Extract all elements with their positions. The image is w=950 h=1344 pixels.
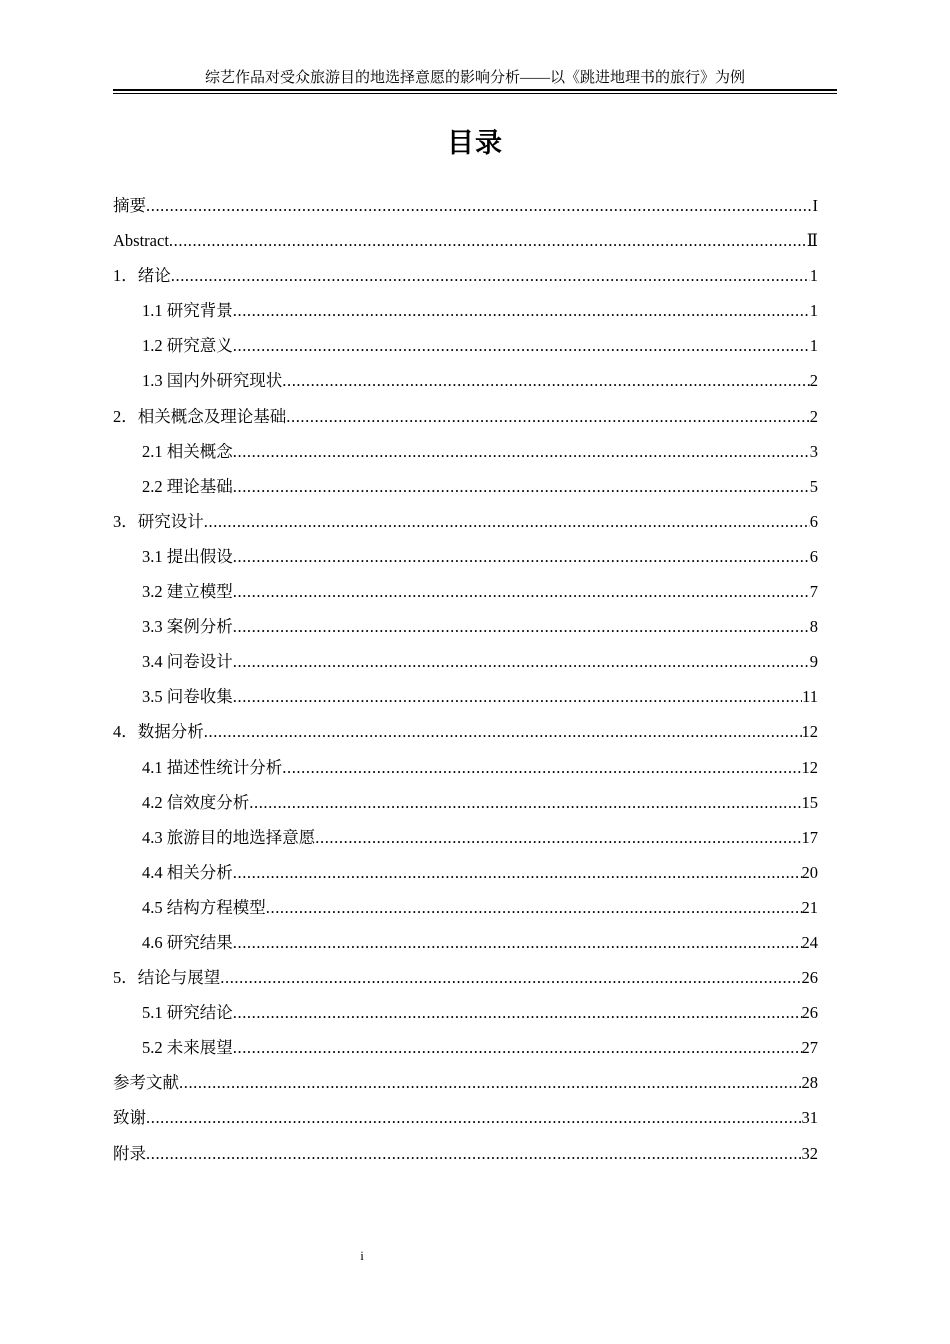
toc-dot-leader [204,714,802,749]
header-rule-thick [113,89,837,91]
toc-dot-leader [233,925,802,960]
toc-entry-label: Abstract [113,231,169,251]
toc-entry-page-number: 15 [801,792,818,812]
toc-dot-leader [249,785,801,820]
header-rule-thin [113,93,837,94]
toc-entry-label: 5．结论与展望 [113,968,221,988]
toc-entry-label: 5.1 研究结论 [142,1003,233,1023]
toc-entry-page-number: 17 [801,827,818,847]
toc-entry[interactable] [113,1100,818,1135]
toc-entry-page-number: Ⅱ [806,231,818,251]
toc-entry-label: 3.1 提出假设 [142,546,233,566]
toc-entry[interactable] [113,223,818,258]
toc-entry[interactable] [113,890,818,925]
toc-entry-page-number: 12 [801,757,818,777]
toc-entry-page-number: 2 [809,406,818,426]
toc-entry[interactable] [113,960,818,995]
toc-entry-page-number: 32 [801,1143,818,1163]
toc-entry-label: 4.4 相关分析 [142,862,233,882]
toc-entry[interactable] [113,925,818,960]
toc-entry[interactable] [113,1136,818,1171]
toc-dot-leader [233,293,810,328]
toc-entry-page-number: 6 [809,511,818,531]
toc-dot-leader [169,223,807,258]
toc-entry-page-number: 24 [801,932,818,952]
toc-entry-page-number: 12 [801,722,818,742]
toc-entry[interactable] [113,855,818,890]
toc-entry[interactable] [113,574,818,609]
toc-entry-label: 参考文献 [113,1073,179,1093]
toc-entry[interactable] [113,1065,818,1100]
toc-entry[interactable] [113,995,818,1030]
toc-entry-page-number: 8 [809,617,818,637]
toc-entry[interactable] [113,469,818,504]
toc-entry-label: 3.5 问卷收集 [142,687,233,707]
toc-entry[interactable] [113,539,818,574]
toc-entry-page-number: 1 [809,336,818,356]
toc-entry[interactable] [113,644,818,679]
toc-dot-leader [286,399,810,434]
toc-entry-label: 致谢 [113,1108,146,1128]
page-title: 目录 [447,128,503,159]
toc-entry-label: 1.1 研究背景 [142,301,233,321]
toc-entry-label: 4.3 旅游目的地选择意愿 [142,827,316,847]
toc-entry[interactable] [113,750,818,785]
toc-entry-page-number: 7 [809,582,818,602]
toc-entry-label: 4.5 结构方程模型 [142,897,266,917]
toc-dot-leader [282,750,801,785]
toc-dot-leader [282,363,810,398]
toc-entry-label: 2．相关概念及理论基础 [113,406,287,426]
running-header: 综艺作品对受众旅游目的地选择意愿的影响分析——以《跳进地理书的旅行》为例 [204,70,745,86]
toc-entry-label: 2.1 相关概念 [142,441,233,461]
toc-entry-label: 5.2 未来展望 [142,1038,233,1058]
toc-entry-label: 4.6 研究结果 [142,932,233,952]
toc-entry-page-number: 6 [809,546,818,566]
toc-dot-leader [233,609,810,644]
toc-dot-leader [233,574,810,609]
toc-entry-page-number: 2 [809,371,818,391]
toc-entry-page-number: 1 [809,301,818,321]
toc-entry[interactable] [113,188,818,223]
toc-entry-label: 3.3 案例分析 [142,617,233,637]
toc-entry-page-number: 26 [801,1003,818,1023]
toc-dot-leader [233,434,810,469]
toc-entry[interactable] [113,679,818,714]
toc-entry-label: 2.2 理论基础 [142,476,233,496]
toc-dot-leader [146,1100,802,1135]
toc-dot-leader [233,1030,802,1065]
toc-entry-label: 摘要 [113,196,146,215]
toc-entry-page-number: 9 [809,652,818,672]
toc-entry[interactable] [113,258,818,293]
toc-dot-leader [146,188,813,223]
toc-entry-label: 3.4 问卷设计 [142,652,233,672]
toc-entry[interactable] [113,820,818,855]
toc-entry-label: 1.3 国内外研究现状 [142,371,283,391]
toc-entry-page-number: 3 [809,441,818,461]
toc-dot-leader [220,960,801,995]
toc-dot-leader [233,644,810,679]
toc-entry-page-number: 26 [801,968,818,988]
toc-entry[interactable] [113,434,818,469]
toc-entry-page-number: 28 [801,1073,818,1093]
toc-dot-leader [233,328,810,363]
toc-entry-label: 1．绪论 [113,266,171,286]
toc-dot-leader [146,1136,802,1171]
toc-dot-leader [179,1065,802,1100]
toc-entry-page-number: I [812,196,818,215]
toc-entry-page-number: 11 [802,687,818,707]
toc-entry[interactable] [113,399,818,434]
toc-entry-page-number: 31 [801,1108,818,1128]
toc-dot-leader [233,679,802,714]
toc-entry-page-number: 5 [809,476,818,496]
toc-entry-page-number: 21 [801,897,818,917]
toc-entry-label: 4.1 描述性统计分析 [142,757,283,777]
toc-dot-leader [233,855,802,890]
toc-entry-label: 4．数据分析 [113,722,204,742]
toc-dot-leader [315,820,801,855]
toc-dot-leader [233,469,810,504]
table-of-contents [113,188,818,1171]
toc-entry-page-number: 1 [809,266,818,286]
toc-entry-page-number: 27 [801,1038,818,1058]
toc-entry[interactable] [113,363,818,398]
toc-dot-leader [266,890,802,925]
toc-entry-label: 附录 [113,1143,146,1163]
toc-entry[interactable] [113,328,818,363]
toc-dot-leader [233,995,802,1030]
toc-dot-leader [171,258,810,293]
toc-entry[interactable] [113,609,818,644]
toc-entry[interactable] [113,714,818,749]
toc-dot-leader [233,539,810,574]
toc-entry[interactable] [113,504,818,539]
toc-entry-label: 3.2 建立模型 [142,582,233,602]
toc-entry-label: 3．研究设计 [113,511,204,531]
toc-entry[interactable] [113,293,818,328]
toc-dot-leader [204,504,810,539]
toc-entry[interactable] [113,785,818,820]
toc-entry-page-number: 20 [801,862,818,882]
toc-entry-label: 4.2 信效度分析 [142,792,250,812]
toc-entry-label: 1.2 研究意义 [142,336,233,356]
toc-entry[interactable] [113,1030,818,1065]
page-number: i [360,1248,364,1263]
